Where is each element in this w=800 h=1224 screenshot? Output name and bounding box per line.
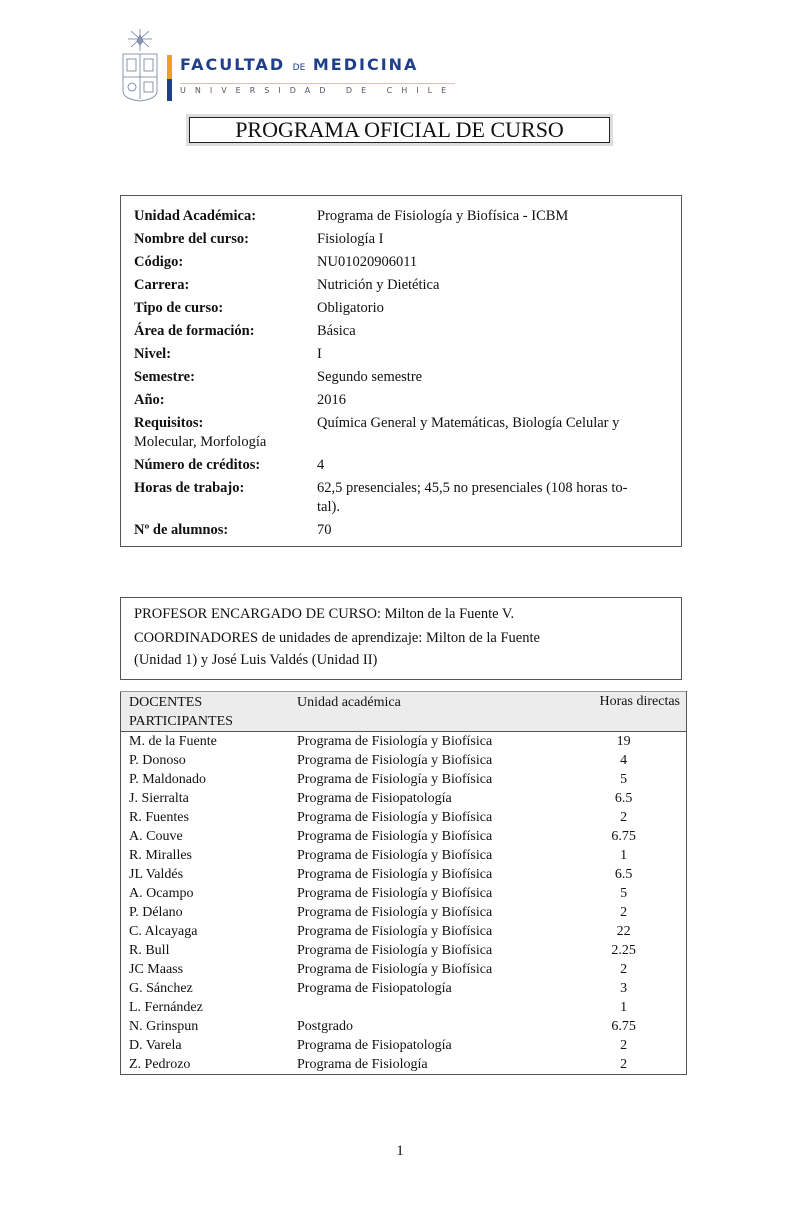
info-value: 70 [317, 522, 332, 538]
info-label: Código: [134, 254, 184, 270]
info-value: Nutrición y Dietética [317, 277, 440, 293]
info-row [134, 345, 671, 363]
info-row-cont [134, 433, 671, 451]
teacher-hours: 19 [616, 734, 631, 749]
teacher-hours: 22 [616, 924, 631, 939]
info-value: 2016 [317, 392, 346, 408]
info-label: Área de formación: [134, 323, 255, 339]
teacher-name: L. Fernández [129, 1000, 203, 1015]
teacher-unit: Programa de Fisiología y Biofísica [297, 867, 493, 882]
teacher-hours: 6.5 [614, 791, 633, 806]
info-value-cont: Molecular, Morfología [134, 434, 267, 450]
info-row [134, 368, 671, 386]
table-row [121, 732, 687, 752]
teacher-hours: 4 [620, 753, 628, 768]
table-row [121, 941, 687, 960]
table-row [121, 1055, 687, 1075]
teacher-unit: Programa de Fisiología y Biofísica [297, 943, 493, 958]
teacher-unit: Programa de Fisiología y Biofísica [297, 753, 493, 768]
faculty-logo [120, 27, 456, 105]
info-row [134, 253, 671, 271]
teacher-name: P. Donoso [129, 753, 186, 768]
teacher-unit: Programa de Fisiología [297, 1057, 428, 1072]
professor-line: PROFESOR ENCARGADO DE CURSO: Milton de la Fuente V. [134, 606, 515, 622]
teacher-name: Z. Pedrozo [129, 1057, 191, 1072]
table-row [121, 1017, 687, 1036]
teacher-name: P. Délano [129, 905, 183, 920]
teacher-hours: 2 [620, 962, 628, 977]
teacher-unit: Programa de Fisiología y Biofísica [297, 886, 493, 901]
table-row [121, 884, 687, 903]
info-row [134, 207, 671, 225]
teacher-name: G. Sánchez [129, 981, 193, 996]
teacher-hours: 2 [620, 1057, 628, 1072]
university-crest-icon [120, 27, 160, 102]
table-row [121, 903, 687, 922]
info-row [134, 414, 671, 432]
teacher-name: M. de la Fuente [129, 734, 217, 749]
info-label: Carrera: [134, 277, 190, 293]
table-row [121, 865, 687, 884]
teacher-hours: 2 [620, 810, 628, 825]
table-row [121, 827, 687, 846]
table-header-row [121, 692, 687, 732]
teacher-hours: 6.75 [611, 1019, 636, 1034]
coordinators-line-cont: (Unidad 1) y José Luis Valdés (Unidad II) [134, 652, 378, 668]
header-horas: Horas directas [567, 692, 686, 732]
table-row [121, 922, 687, 941]
teacher-hours: 3 [620, 981, 628, 996]
page-title: PROGRAMA OFICIAL DE CURSO [186, 114, 613, 146]
teachers-table [120, 691, 687, 1075]
teacher-hours: 5 [620, 772, 628, 787]
teacher-unit: Programa de Fisiología y Biofísica [297, 829, 493, 844]
table-row [121, 808, 687, 827]
info-value: 62,5 presenciales; 45,5 no presenciales (108 horas to- [317, 480, 628, 496]
info-row [134, 391, 671, 409]
logo-accent-orange [167, 55, 172, 79]
table-row [121, 1036, 687, 1055]
table-row [121, 979, 687, 998]
info-label: Nivel: [134, 346, 172, 362]
teacher-unit: Programa de Fisiología y Biofísica [297, 848, 493, 863]
teacher-name: A. Ocampo [129, 886, 194, 901]
table-row [121, 846, 687, 865]
teacher-name: J. Sierralta [129, 791, 189, 806]
info-label: Requisitos: [134, 415, 204, 431]
teacher-name: N. Grinspun [129, 1019, 199, 1034]
info-row [134, 322, 671, 340]
logo-faculty-text: FACULTAD DE MEDICINA [180, 55, 419, 74]
info-label: Nombre del curso: [134, 231, 249, 247]
teacher-name: A. Couve [129, 829, 183, 844]
teacher-unit: Programa de Fisiopatología [297, 791, 452, 806]
professor-box [120, 597, 682, 680]
info-row-cont [134, 498, 671, 516]
teacher-unit: Programa de Fisiología y Biofísica [297, 924, 493, 939]
teacher-hours: 2 [620, 1038, 628, 1053]
teacher-name: P. Maldonado [129, 772, 206, 787]
info-row [134, 230, 671, 248]
info-value: Básica [317, 323, 356, 339]
teacher-hours: 1 [620, 848, 628, 863]
info-value-cont: tal). [317, 499, 340, 515]
info-label: Semestre: [134, 369, 195, 385]
coordinators-line: COORDINADORES de unidades de aprendizaje: Milton de la Fuente [134, 630, 540, 646]
teacher-name: R. Fuentes [129, 810, 189, 825]
teacher-unit: Programa de Fisiología y Biofísica [297, 905, 493, 920]
course-info-box [120, 195, 682, 547]
teacher-unit: Programa de Fisiología y Biofísica [297, 772, 493, 787]
page-number: 1 [396, 1143, 404, 1159]
table-row [121, 751, 687, 770]
logo-accent-blue [167, 79, 172, 101]
header-unidad: Unidad académica [289, 692, 567, 732]
table-row [121, 998, 687, 1017]
info-value: Obligatorio [317, 300, 384, 316]
teacher-unit: Programa de Fisiología y Biofísica [297, 962, 493, 977]
table-row [121, 770, 687, 789]
header-docentes: DOCENTES PARTICIPANTES [121, 692, 290, 732]
table-row [121, 789, 687, 808]
teacher-name: C. Alcayaga [129, 924, 198, 939]
teacher-name: JL Valdés [129, 867, 184, 882]
teacher-hours: 2.25 [611, 943, 636, 958]
teacher-name: D. Varela [129, 1038, 182, 1053]
info-label: Unidad Académica: [134, 208, 257, 224]
teacher-hours: 6.5 [614, 867, 633, 882]
info-row [134, 479, 671, 497]
teacher-unit: Programa de Fisiopatología [297, 981, 452, 996]
info-row [134, 276, 671, 294]
info-row [134, 299, 671, 317]
teacher-hours: 6.75 [611, 829, 636, 844]
info-label: Nº de alumnos: [134, 522, 229, 538]
teacher-name: JC Maass [129, 962, 184, 977]
info-value: Segundo semestre [317, 369, 423, 385]
info-row [134, 521, 671, 539]
info-value: Química General y Matemáticas, Biología Celular y [317, 415, 620, 431]
info-value: Fisiología I [317, 231, 384, 247]
teacher-unit: Programa de Fisiopatología [297, 1038, 452, 1053]
info-label: Año: [134, 392, 165, 408]
teacher-unit: Programa de Fisiología y Biofísica [297, 810, 493, 825]
logo-university-text: UNIVERSIDAD DE CHILE [180, 83, 455, 96]
teacher-unit: Postgrado [297, 1019, 353, 1034]
info-value: 4 [317, 457, 325, 473]
info-label: Tipo de curso: [134, 300, 224, 316]
info-value: NU01020906011 [317, 254, 418, 270]
info-value: Programa de Fisiología y Biofísica - ICBM [317, 208, 569, 224]
teacher-name: R. Miralles [129, 848, 192, 863]
teacher-hours: 5 [620, 886, 628, 901]
teacher-hours: 1 [620, 1000, 628, 1015]
teacher-unit: Programa de Fisiología y Biofísica [297, 734, 493, 749]
info-value: I [317, 346, 322, 362]
teacher-name: R. Bull [129, 943, 170, 958]
info-row [134, 456, 671, 474]
teacher-hours: 2 [620, 905, 628, 920]
info-label: Horas de trabajo: [134, 480, 245, 496]
info-label: Número de créditos: [134, 457, 261, 473]
table-row [121, 960, 687, 979]
teacher-unit [289, 998, 567, 1017]
